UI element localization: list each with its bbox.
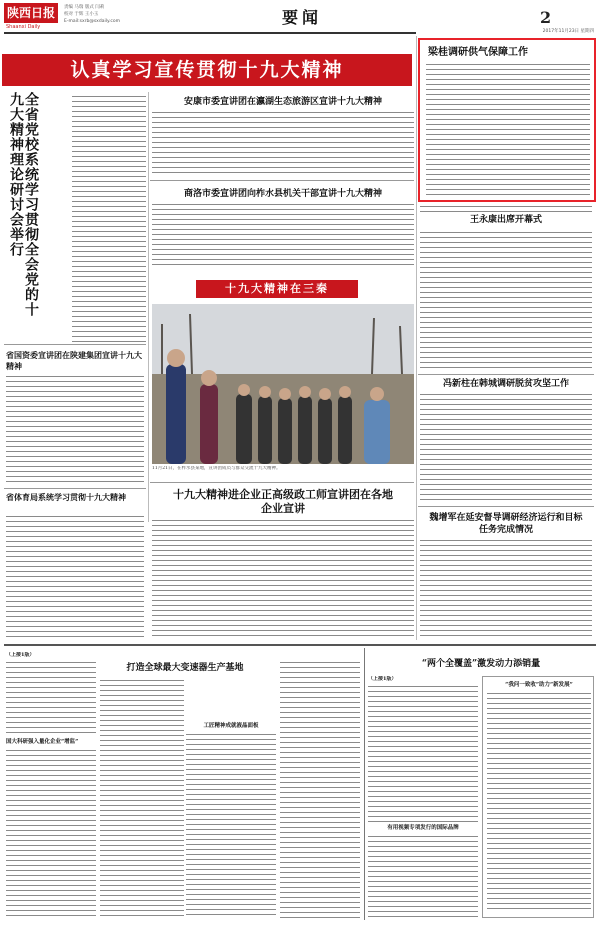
highlight-title: 梁桂调研供气保障工作 (428, 47, 528, 58)
highlight-box (418, 38, 596, 202)
bottom2-subtitle: 有用视频专项发行的国际品牌 (368, 824, 478, 832)
right-story2-title: 王永康出席开幕式 (469, 215, 542, 225)
masthead-info (64, 4, 174, 25)
highlight-body (426, 64, 590, 198)
bottom2-side-title: “我问一致收”助力“新发展” (505, 682, 573, 688)
bottom2-lead: （上接1版） (368, 676, 397, 682)
lead-vertical-title (8, 92, 68, 332)
newspaper-logo: 陕西日报 (4, 3, 58, 23)
right-story4-title: 魏增军在延安督导调研经济运行和目标任务完成情况 (429, 513, 583, 535)
right-story2-body (420, 232, 592, 372)
center-story1-title: 安康市委宣讲团在瀛湖生态旅游区宣讲十九大精神 (183, 97, 382, 107)
center-story1-body (152, 112, 414, 176)
lead-title: 全省党校系统学习贯彻全会党的十九大精神理论研讨会举行 (8, 92, 39, 317)
page-number: 2 (540, 8, 552, 27)
page-date: 2017年11月23日 星期四 (542, 29, 594, 34)
section-title: 要闻 (281, 8, 322, 27)
bottom2-title: “两个全覆盖”激发动力添销量 (421, 659, 541, 669)
photo-scene (152, 304, 414, 464)
banner-title: 认真学习宣传贯彻十九大精神 (70, 59, 344, 81)
left-story1-title: 省国资委宣讲团在陕建集团宣讲十九大精神 (6, 350, 142, 371)
info-line: 责编 马瑞 版式 闫莉 (64, 5, 105, 10)
news-photo (152, 304, 414, 464)
center-story2-title: 商洛市委宣讲团向柞水县机关干部宣讲十九大精神 (183, 189, 382, 199)
bottom2-col1 (368, 686, 478, 918)
left-story1-body (6, 376, 144, 484)
bottom1-title: 打造全球最大变速器生产基地 (126, 663, 244, 673)
center-story3-title: 十九大精神进企业正高级政工师宣讲团在各地企业宣讲 (173, 488, 393, 515)
bottom1-subtitle2: 国大科研强入量化企业“增监” (6, 739, 79, 745)
bottom1-col1b (6, 750, 96, 918)
lead-body (72, 96, 146, 342)
photo-caption: 11月21日，在柞水县某地，宣讲团成员与群众交流十九大精神。 (152, 466, 281, 471)
bottom1-col1 (6, 662, 96, 734)
bottom1-subtitle: 工匠精神成就液晶面板 (203, 723, 259, 729)
info-line: 校对 于辉 王小玉 (64, 12, 99, 17)
left-story2-body (6, 516, 144, 638)
right-story2-body-top (420, 206, 592, 212)
center-story3-body (152, 520, 414, 638)
bottom2-sidebox (482, 676, 594, 918)
bottom1-col4 (280, 662, 360, 918)
right-story4-body (420, 540, 592, 638)
main-banner (2, 54, 412, 86)
newspaper-logo-en: Shaanxi Daily (6, 24, 41, 30)
right-story3-body (420, 394, 592, 504)
right-story3-title: 冯新柱在韩城调研脱贫攻坚工作 (442, 379, 569, 389)
center-story2-body (152, 204, 414, 268)
bottom1-lead: （上接1版） (6, 652, 35, 658)
bottom2-side-body (487, 693, 591, 913)
left-story2-title: 省体育局系统学习贯彻十九大精神 (6, 492, 126, 502)
photo-banner: 十九大精神在三秦 (196, 280, 358, 298)
bottom1-col3 (186, 734, 276, 918)
bottom1-col2 (100, 680, 184, 918)
info-line: E-mail:sxrb@sxdaily.com (64, 19, 121, 24)
